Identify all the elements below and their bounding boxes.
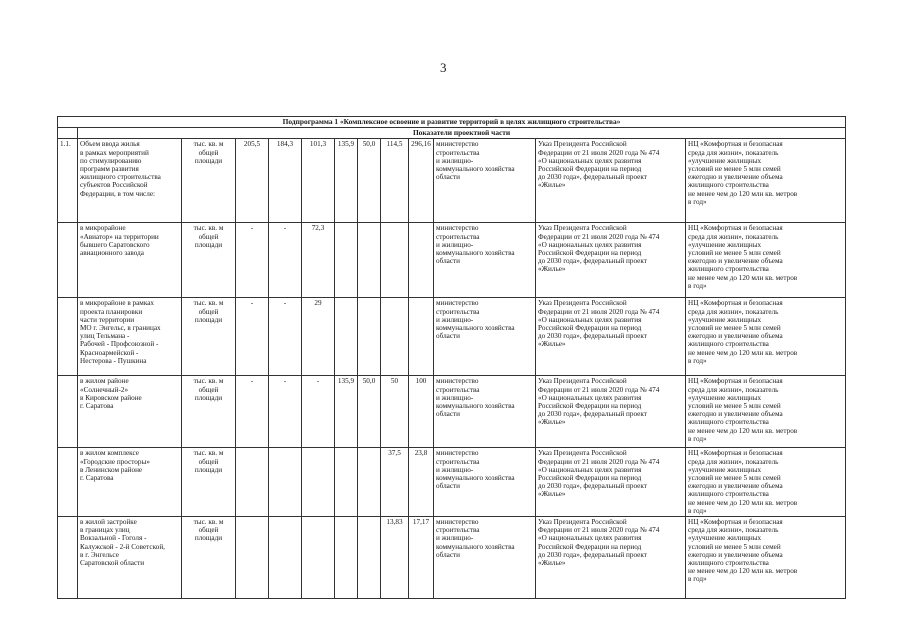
row-number xyxy=(58,517,78,599)
table-row xyxy=(58,376,846,448)
table-row xyxy=(58,223,846,298)
row-indicator: НЦ «Комфортная и безопасная среда для жизни», показатель «улучшение жилищных условий не менее 5 млн семей ежегодно и увеличение объема жилищного строительства не менее чем до 120 млн кв. метров в год» xyxy=(686,298,846,376)
value-5 xyxy=(358,448,381,517)
value-1: - xyxy=(236,376,269,448)
row-number xyxy=(58,223,78,298)
row-responsible: министерство строительства и жилищно- коммунального хозяйства области xyxy=(434,448,536,517)
section-title: Показатели проектной части xyxy=(78,128,846,139)
value-6: 13,83 xyxy=(381,517,409,599)
value-2: - xyxy=(269,298,302,376)
row-unit: тыс. кв. м общей площади xyxy=(182,376,236,448)
row-name: в жилой застройке в границах улиц Вокзальной - Гоголя - Калужской - 2-й Советской, в г. Энгельсе Саратовской области xyxy=(78,517,182,599)
value-4 xyxy=(335,448,358,517)
value-6: 50 xyxy=(381,376,409,448)
row-name: в жилом комплексе «Городские просторы» в Ленинском районе г. Саратова xyxy=(78,448,182,517)
value-6: 37,5 xyxy=(381,448,409,517)
row-unit: тыс. кв. м общей площади xyxy=(182,139,236,223)
value-5 xyxy=(358,223,381,298)
value-1: - xyxy=(236,298,269,376)
value-7: 17,17 xyxy=(409,517,434,599)
value-7 xyxy=(409,223,434,298)
value-1 xyxy=(236,448,269,517)
value-6 xyxy=(381,298,409,376)
row-number xyxy=(58,376,78,448)
value-3 xyxy=(302,517,335,599)
page-number: 3 xyxy=(440,60,447,75)
value-3: - xyxy=(302,376,335,448)
row-name: в микрорайоне в рамках проекта планировки части территории МО г. Энгельс, в границах улиц Тельмана - Рабочей - Профсоюзной - Красноармейской - Нестерова - Пушкина xyxy=(78,298,182,376)
value-3: 101,3 xyxy=(302,139,335,223)
row-responsible: министерство строительства и жилищно- коммунального хозяйства области xyxy=(434,517,536,599)
value-3 xyxy=(302,448,335,517)
row-name: в жилом районе «Солнечный-2» в Кировском районе г. Саратова xyxy=(78,376,182,448)
value-2 xyxy=(269,448,302,517)
value-2: - xyxy=(269,376,302,448)
table-row xyxy=(58,517,846,599)
value-7: 100 xyxy=(409,376,434,448)
table-row xyxy=(58,139,846,223)
row-basis: Указ Президента Российской Федерации от 21 июля 2020 года № 474 «О национальных целях развития Российской Федерации на период до 2030 года», федеральный проект «Жилье» xyxy=(536,223,686,298)
value-4 xyxy=(335,298,358,376)
value-5 xyxy=(358,517,381,599)
row-basis: Указ Президента Российской Федерации от 21 июля 2020 года № 474 «О национальных целях развития Российской Федерации на период до 2030 года», федеральный проект «Жилье» xyxy=(536,298,686,376)
row-responsible: министерство строительства и жилищно- коммунального хозяйства области xyxy=(434,223,536,298)
row-name: в микрорайоне «Авиатор» на территории бывшего Саратовского авиационного завода xyxy=(78,223,182,298)
subprogram-title: Подпрограмма 1 «Комплексное освоение и развитие территорий в целях жилищного строительства» xyxy=(58,117,846,128)
row-responsible: министерство строительства и жилищно- коммунального хозяйства области xyxy=(434,139,536,223)
empty-cell xyxy=(58,128,78,139)
table-row xyxy=(58,298,846,376)
row-basis: Указ Президента Российской Федерации от 21 июля 2020 года № 474 «О национальных целях развития Российской Федерации на период до 2030 года», федеральный проект «Жилье» xyxy=(536,517,686,599)
value-2: - xyxy=(269,223,302,298)
row-indicator: НЦ «Комфортная и безопасная среда для жизни», показатель «улучшение жилищных условий не менее 5 млн семей ежегодно и увеличение объема жилищного строительства не менее чем до 120 млн кв. метров в год» xyxy=(686,139,846,223)
row-indicator: НЦ «Комфортная и безопасная среда для жизни», показатель «улучшение жилищных условий не менее 5 млн семей ежегодно и увеличение объема жилищного строительства не менее чем до 120 млн кв. метров в год» xyxy=(686,376,846,448)
row-unit: тыс. кв. м общей площади xyxy=(182,298,236,376)
row-basis: Указ Президента Российской Федерации от 21 июля 2020 года № 474 «О национальных целях развития Российской Федерации на период до 2030 года», федеральный проект «Жилье» xyxy=(536,448,686,517)
row-number xyxy=(58,298,78,376)
value-2 xyxy=(269,517,302,599)
value-1: - xyxy=(236,223,269,298)
row-unit: тыс. кв. м общей площади xyxy=(182,223,236,298)
subprogram-title-row xyxy=(58,117,846,128)
indicators-table xyxy=(57,116,846,599)
value-7: 296,16 xyxy=(409,139,434,223)
row-number xyxy=(58,448,78,517)
value-7: 23,8 xyxy=(409,448,434,517)
row-indicator: НЦ «Комфортная и безопасная среда для жизни», показатель «улучшение жилищных условий не менее 5 млн семей ежегодно и увеличение объема жилищного строительства не менее чем до 120 млн кв. метров в год» xyxy=(686,517,846,599)
table-row xyxy=(58,448,846,517)
value-1 xyxy=(236,517,269,599)
value-2: 184,3 xyxy=(269,139,302,223)
value-7 xyxy=(409,298,434,376)
row-basis: Указ Президента Российской Федерации от 21 июля 2020 года № 474 «О национальных целях развития Российской Федерации на период до 2030 года», федеральный проект «Жилье» xyxy=(536,376,686,448)
value-5: 50,0 xyxy=(358,139,381,223)
row-indicator: НЦ «Комфортная и безопасная среда для жизни», показатель «улучшение жилищных условий не менее 5 млн семей ежегодно и увеличение объема жилищного строительства не менее чем до 120 млн кв. метров в год» xyxy=(686,448,846,517)
value-5: 50,0 xyxy=(358,376,381,448)
section-title-row xyxy=(58,128,846,139)
value-6 xyxy=(381,223,409,298)
row-responsible: министерство строительства и жилищно- коммунального хозяйства области xyxy=(434,298,536,376)
row-name: Объем ввода жилья в рамках мероприятий по стимулированию программ развития жилищного строительства субъектов Российской Федерации, в том числе: xyxy=(78,139,182,223)
row-number: 1.1. xyxy=(58,139,78,223)
value-4: 135,9 xyxy=(335,376,358,448)
value-4: 135,9 xyxy=(335,139,358,223)
value-4 xyxy=(335,517,358,599)
row-responsible: министерство строительства и жилищно- коммунального хозяйства области xyxy=(434,376,536,448)
value-3: 29 xyxy=(302,298,335,376)
value-3: 72,3 xyxy=(302,223,335,298)
value-4 xyxy=(335,223,358,298)
row-basis: Указ Президента Российской Федерации от 21 июля 2020 года № 474 «О национальных целях развития Российской Федерации на период до 2030 года», федеральный проект «Жилье» xyxy=(536,139,686,223)
value-1: 205,5 xyxy=(236,139,269,223)
value-6: 114,5 xyxy=(381,139,409,223)
value-5 xyxy=(358,298,381,376)
row-unit: тыс. кв. м общей площади xyxy=(182,448,236,517)
row-indicator: НЦ «Комфортная и безопасная среда для жизни», показатель «улучшение жилищных условий не менее 5 млн семей ежегодно и увеличение объема жилищного строительства не менее чем до 120 млн кв. метров в год» xyxy=(686,223,846,298)
row-unit: тыс. кв. м общей площади xyxy=(182,517,236,599)
